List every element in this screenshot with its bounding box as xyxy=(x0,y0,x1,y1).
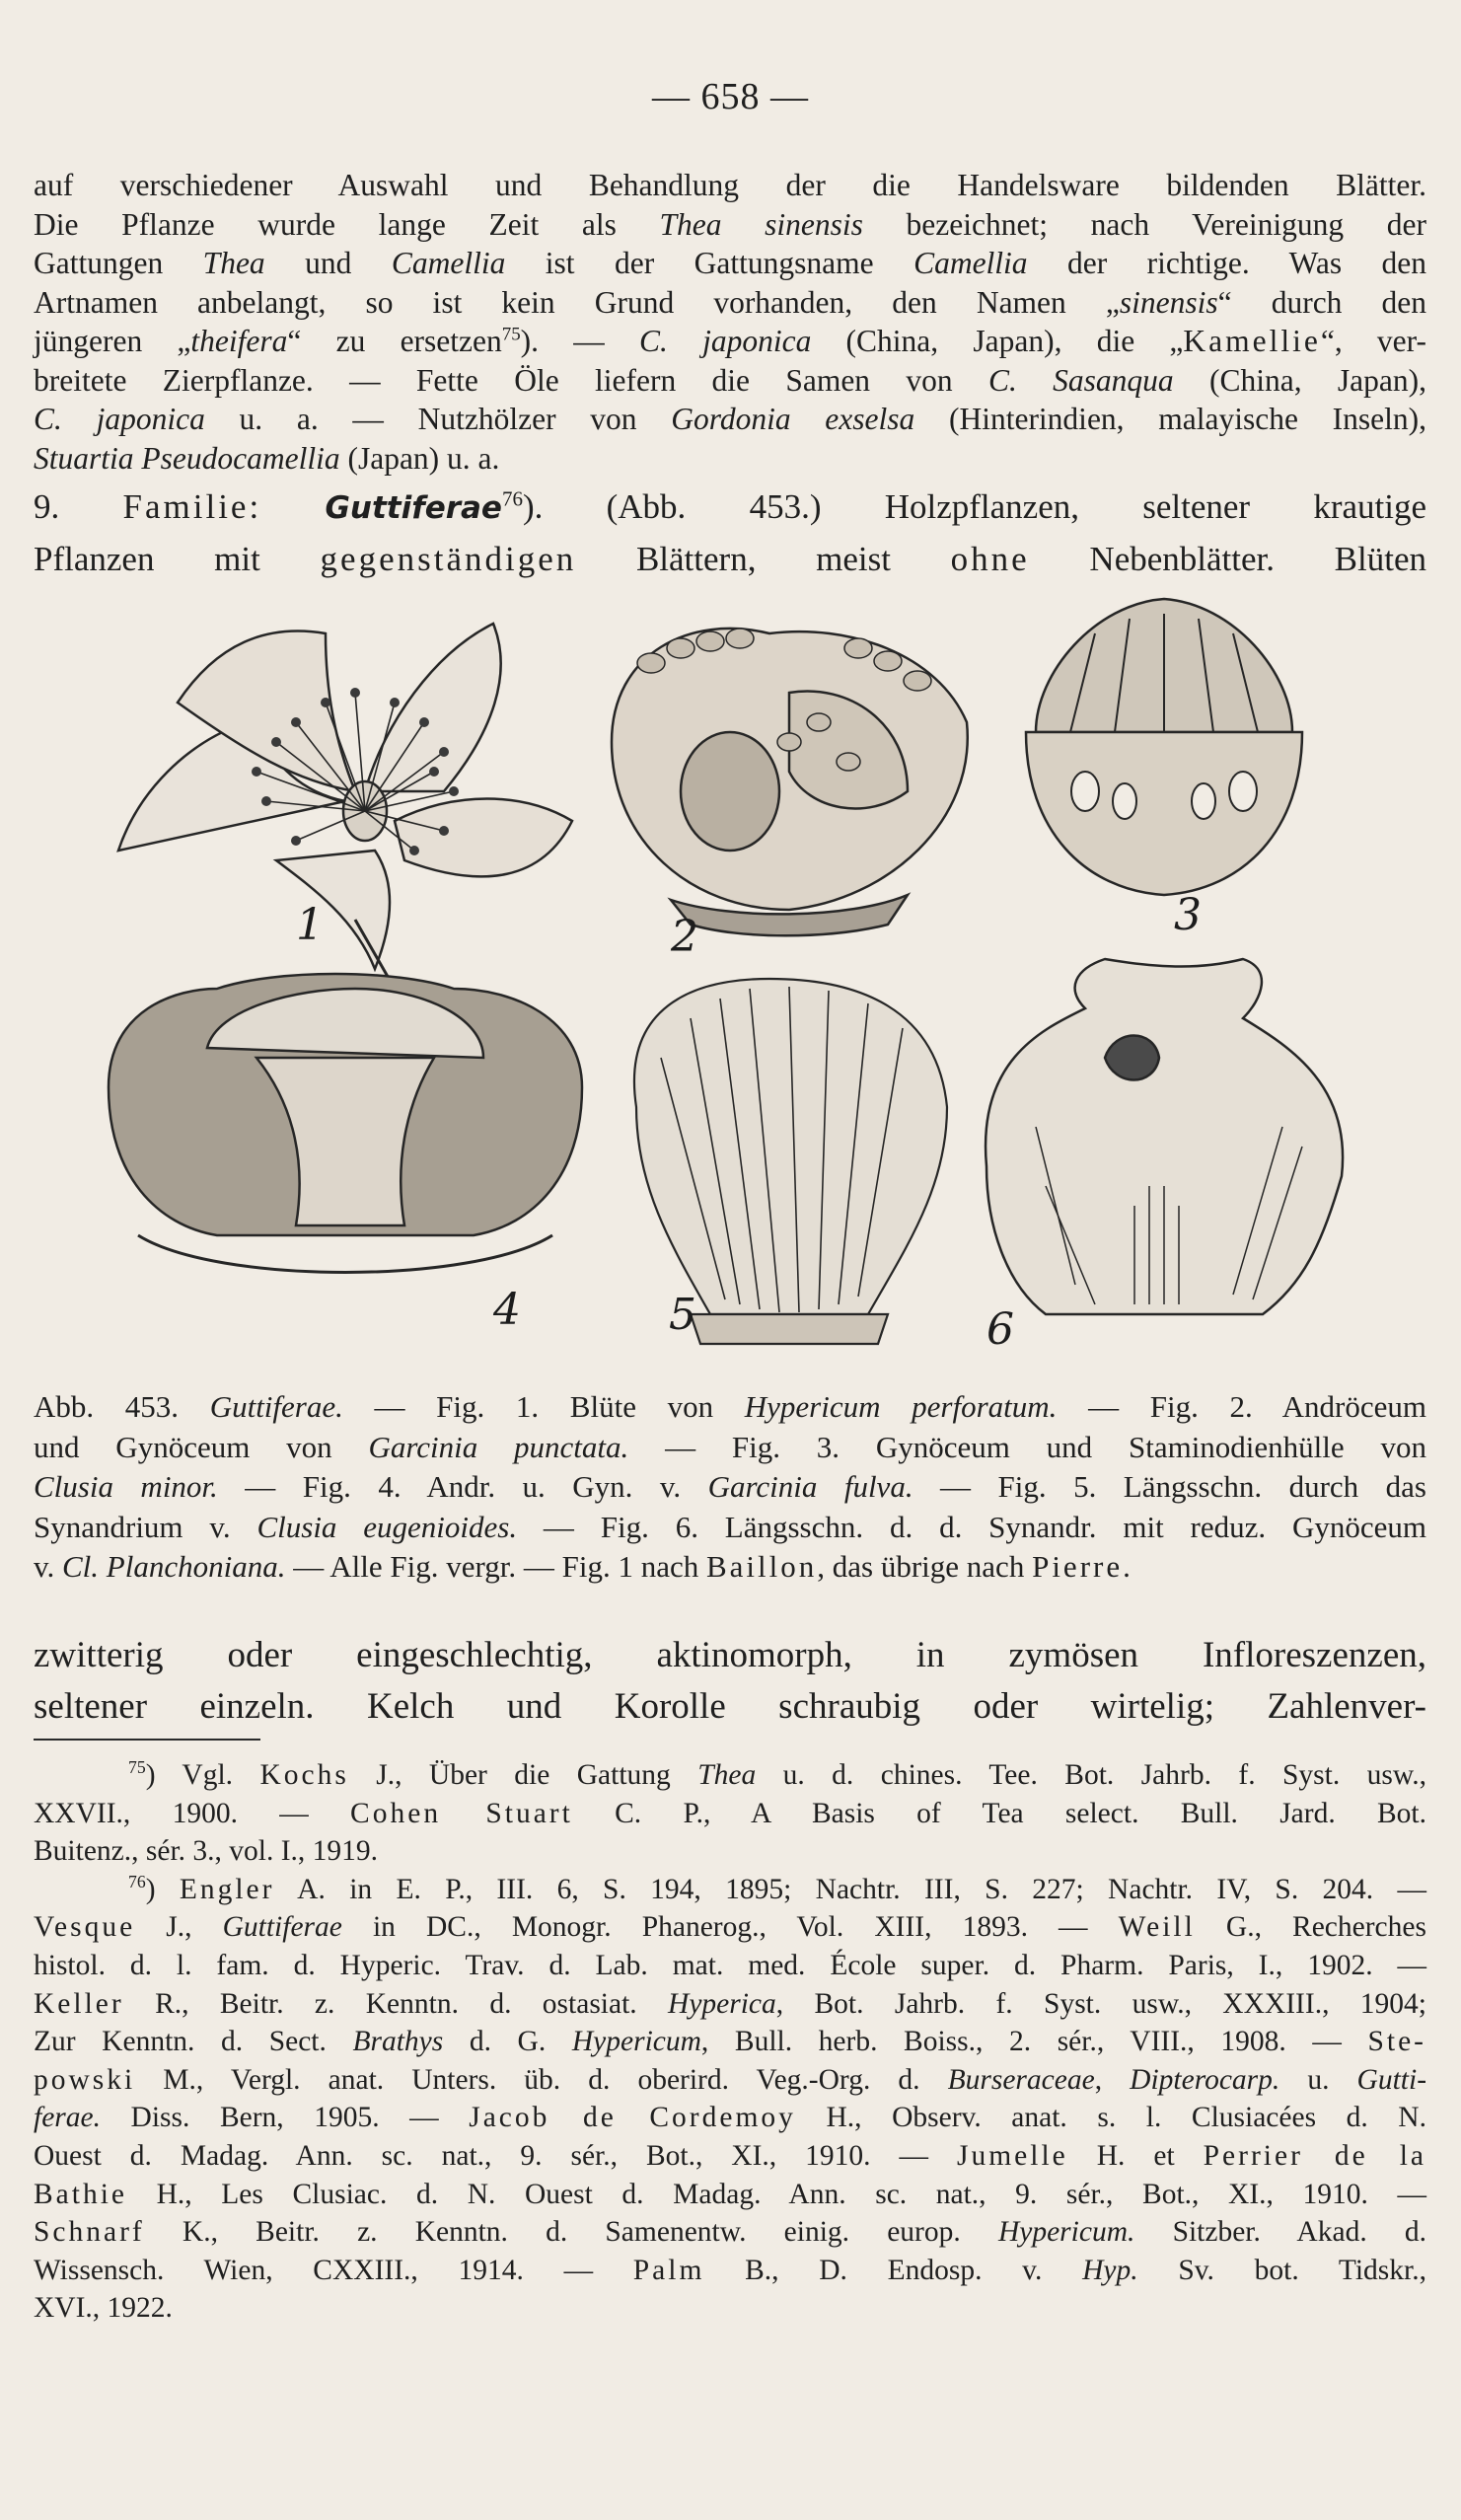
fig-label-2: 2 xyxy=(671,912,698,962)
figure-453 xyxy=(99,594,1361,1362)
footnote-line: Vesque J., Guttiferae in DC., Monogr. Phanerog., Vol. XIII, 1893. — Weill G., Recherches xyxy=(34,1911,1426,1944)
figure-caption xyxy=(34,1387,1426,1588)
fig4-garcinia-fulva xyxy=(109,974,582,1273)
text-line: seltener einzeln. Kelch und Korolle schraubig oder wirtelig; Zahlenver- xyxy=(34,1686,1426,1727)
text-line: Artnamen anbelangt, so ist kein Grund vorhanden, den Namen „sinensis“ durch den xyxy=(34,284,1426,320)
footnote-ref-75: 75 xyxy=(501,324,521,345)
text-line: C. japonica u. a. — Nutzhölzer von Gordonia exselsa (Hinterindien, malayische Inseln), xyxy=(34,402,1426,436)
fig3-clusia-gynoeceum xyxy=(1026,599,1302,895)
caption-line: und Gynöceum von Garcinia punctata. — Fig. 3. Gynöceum und Staminodienhülle von xyxy=(34,1429,1426,1464)
caption-line: Synandrium v. Clusia eugenioides. — Fig. 6. Längsschn. d. d. Synandr. mit reduz. Gynöceum xyxy=(34,1509,1426,1544)
text-line: 9. Familie: Guttiferae$^{76}$). (Abb. 453.) Holzpflanzen, seltener krautige xyxy=(34,486,1427,526)
paragraph-flowers xyxy=(34,1630,1426,1733)
text-line: jüngeren „theifera“ zu ersetzen$^{75}$). — C. japonica (China, Japan), die „Kamellie“, ver- xyxy=(34,324,1427,358)
footnote-line: Keller R., Beitr. z. Kenntn. d. ostasiat. Hyperica, Bot. Jahrb. f. Syst. usw., XXXIII., 1904; xyxy=(34,1987,1426,2020)
footnote-line: Buitenz., sér. 3., vol. I., 1919. xyxy=(34,1835,379,1868)
fig-label-5: 5 xyxy=(669,1290,696,1340)
footnote-line: histol. d. l. fam. d. Hyperic. Trav. d. Lab. mat. med. École super. d. Pharm. Paris, I., 1902. — xyxy=(34,1949,1426,1981)
text-line: auf verschiedener Auswahl und Behandlung der die Handelsware bildenden Blätter. xyxy=(34,168,1426,202)
footnotes xyxy=(34,1756,1426,2328)
paragraph-guttiferae xyxy=(34,482,1426,585)
footnote-line: powski M., Vergl. anat. Unters. üb. d. oberird. Veg.-Org. d. Burseraceae, Dipterocarp. u. Gutti- xyxy=(34,2063,1427,2096)
footnote-line: XVI., 1922. xyxy=(34,2292,173,2325)
paragraph-tea xyxy=(34,166,1426,478)
footnote-line: Wissensch. Wien, CXXIII., 1914. — Palm B., D. Endosp. v. Hyp. Sv. bot. Tidskr., xyxy=(34,2254,1426,2286)
footnote-75: $^{75}$) Vgl. Kochs J., Über die Gattung Thea u. d. chines. Tee. Bot. Jahrb. f. Syst. usw., xyxy=(128,1757,1427,1791)
text-line: Gattungen Thea und Camellia ist der Gattungsname Camellia der richtige. Was den xyxy=(34,246,1427,280)
fig-label-4: 4 xyxy=(493,1285,521,1335)
fig2-garcinia-androeceum xyxy=(612,629,968,935)
footnote-divider xyxy=(34,1739,260,1741)
footnote-line: ferae. Diss. Bern, 1905. — Jacob de Cordemoy H., Observ. anat. s. l. Clusiacées d. N. xyxy=(34,2102,1426,2134)
footnote-76: $^{76}$) Engler A. in E. P., III. 6, S. 194, 1895; Nachtr. III, S. 227; Nachtr. IV, S. 204. — xyxy=(128,1871,1426,1905)
footnote-line: Schnarf K., Beitr. z. Kenntn. d. Samenentw. einig. europ. Hypericum. Sitzber. Akad. d. xyxy=(34,2216,1426,2249)
text-line: Pflanzen mit gegenständigen Blättern, meist ohne Nebenblätter. Blüten xyxy=(34,540,1427,578)
fig-label-6: 6 xyxy=(986,1304,1014,1355)
fig6-clusia-planchoniana xyxy=(986,959,1343,1314)
caption-line: Abb. 453. Guttiferae. — Fig. 1. Blüte von Hypericum perforatum. — Fig. 2. Andröceum xyxy=(34,1389,1427,1424)
text-line: breitete Zierpflanze. — Fette Öle liefern die Samen von C. Sasanqua (China, Japan), xyxy=(34,362,1426,398)
footnote-line: Bathie H., Les Clusiac. d. N. Ouest d. Madag. Ann. sc. nat., 9. sér., Bot., XI., 1910. — xyxy=(34,2178,1426,2210)
fig-label-3: 3 xyxy=(1174,890,1202,940)
text-line: zwitterig oder eingeschlechtig, aktinomorph, in zymösen Infloreszenzen, xyxy=(34,1635,1426,1675)
caption-line: Clusia minor. — Fig. 4. Andr. u. Gyn. v. Garcinia fulva. — Fig. 5. Längsschn. durch das xyxy=(34,1469,1426,1504)
footnote-line: Ouest d. Madag. Ann. sc. nat., 9. sér., Bot., XI., 1910. — Jumelle H. et Perrier de la xyxy=(34,2139,1426,2172)
page-number: — 658 — xyxy=(652,76,809,117)
family-name: Guttiferae xyxy=(325,490,502,526)
footnote-ref-76: 76 xyxy=(501,486,523,511)
text-line: Die Pflanze wurde lange Zeit als Thea sinensis bezeichnet; nach Vereinigung der xyxy=(34,206,1426,242)
fig1-hypericum-flower xyxy=(118,624,572,989)
fig-label-1: 1 xyxy=(296,900,324,950)
caption-line: v. Cl. Planchoniana. — Alle Fig. vergr. — Fig. 1 nach Baillon, das übrige nach Pierre. xyxy=(34,1549,1131,1584)
footnote-line: Zur Kenntn. d. Sect. Brathys d. G. Hypericum, Bull. herb. Boiss., 2. sér., VIII., 1908. — Ste- xyxy=(34,2026,1426,2058)
text-line: Stuartia Pseudocamellia (Japan) u. a. xyxy=(34,440,500,476)
footnote-line: XXVII., 1900. — Cohen Stuart C. P., A Basis of Tea select. Bull. Jard. Bot. xyxy=(34,1797,1427,1829)
